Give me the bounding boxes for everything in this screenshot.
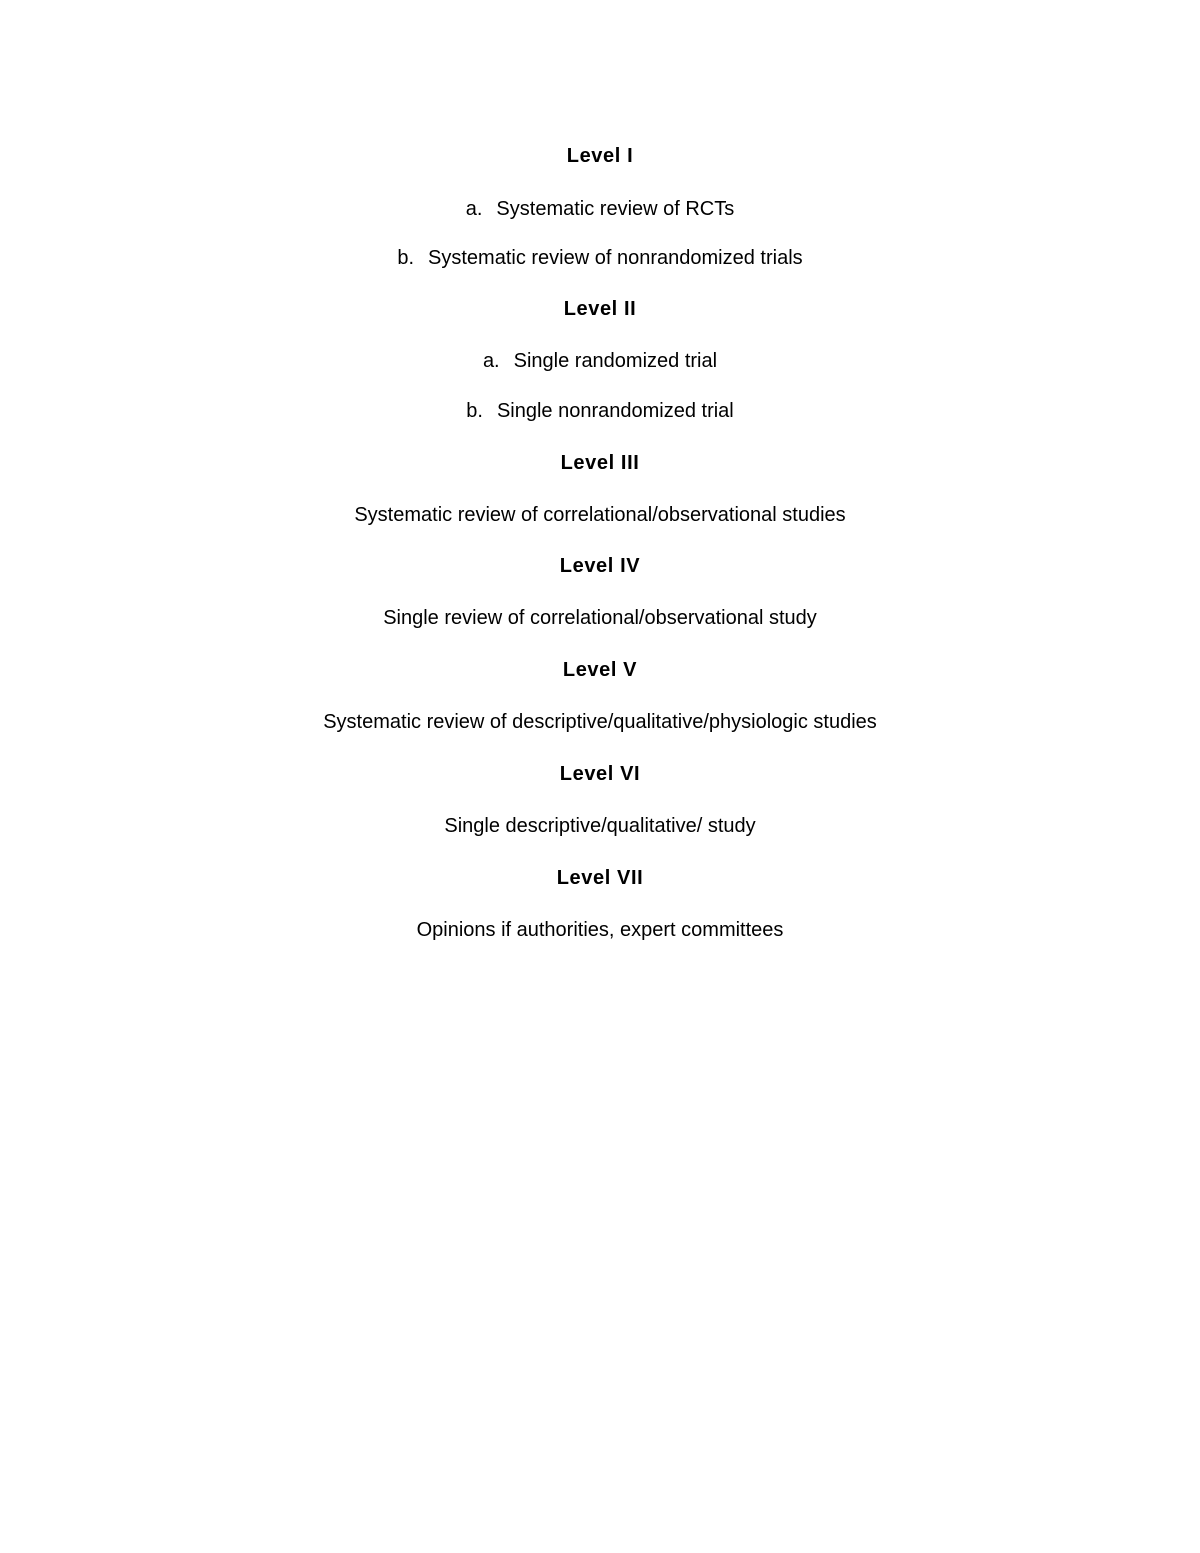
level-4-text: Single review of correlational/observational study xyxy=(383,607,817,629)
list-marker: b. xyxy=(397,247,415,269)
level-1-item-a xyxy=(0,197,1200,221)
list-item-text: Systematic review of nonrandomized trials xyxy=(428,247,803,269)
level-6-text: Single descriptive/qualitative/ study xyxy=(444,815,756,837)
level-1-heading: Level I xyxy=(566,145,634,167)
list-item-text: Systematic review of RCTs xyxy=(496,198,735,220)
list-item-text: Single nonrandomized trial xyxy=(496,400,734,422)
level-5-heading: Level V xyxy=(562,659,638,681)
level-7-text: Opinions if authorities, expert committees xyxy=(416,919,784,941)
level-3-heading: Level III xyxy=(560,452,640,474)
level-3-text: Systematic review of correlational/observational studies xyxy=(354,504,846,526)
list-marker: b. xyxy=(466,400,483,422)
list-marker: a. xyxy=(482,350,500,372)
level-2-heading: Level II xyxy=(563,298,637,320)
level-6-heading: Level VI xyxy=(559,763,641,785)
list-item-text: Single randomized trial xyxy=(513,350,718,372)
level-7-heading: Level VII xyxy=(556,867,644,889)
level-5-text: Systematic review of descriptive/qualitative/physiologic studies xyxy=(323,711,877,733)
level-2-item-b xyxy=(0,399,1200,423)
list-marker: a. xyxy=(465,198,483,220)
level-1-item-b xyxy=(0,246,1200,270)
level-4-heading: Level IV xyxy=(559,555,641,577)
level-2-item-a xyxy=(0,349,1200,373)
